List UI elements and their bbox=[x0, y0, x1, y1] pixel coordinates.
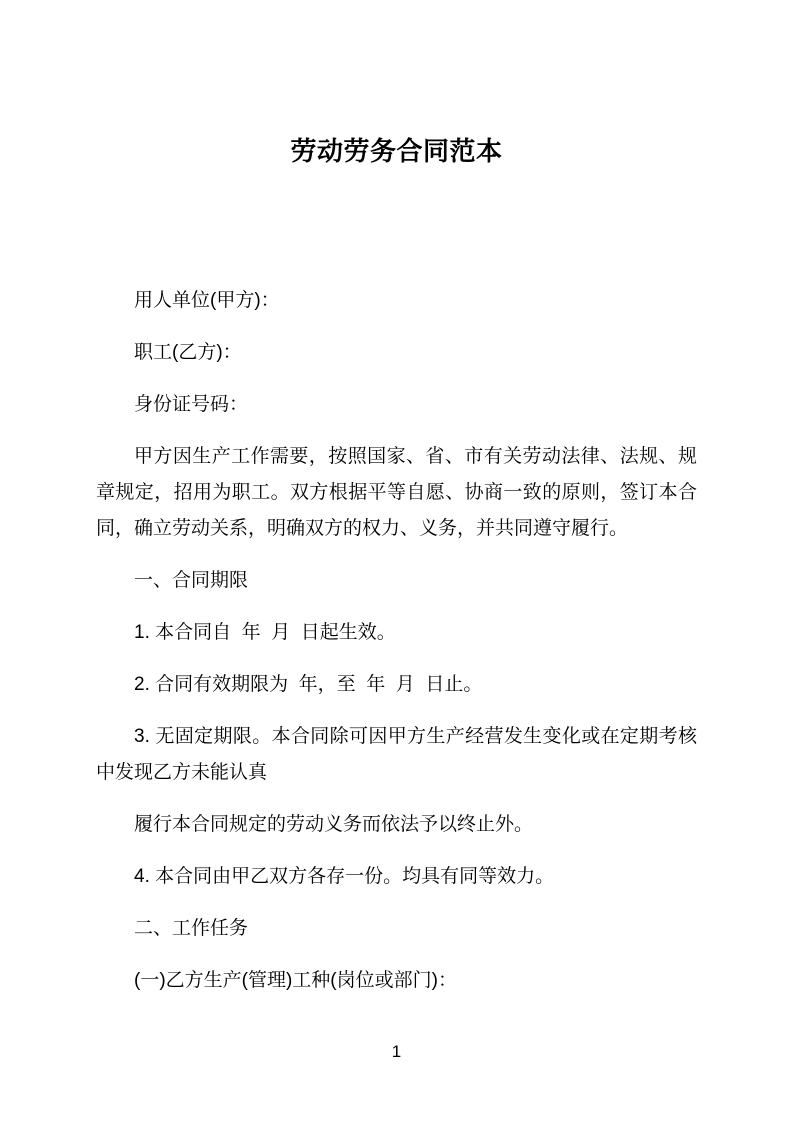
section-heading: 一、合同期限 bbox=[134, 570, 249, 591]
paragraph: 甲方因生产工作需要，按照国家、省、市有关劳动法律、法规、规章规定，招用为职工。双方根据平等自愿、协商一致的原则，签订本合同，确立劳动关系，明确双方的权力、义务，并共同遵守履行。 bbox=[96, 446, 697, 539]
paragraph: (一)乙方生产(管理)工种(岗位或部门)： bbox=[134, 970, 457, 991]
page-number: 1 bbox=[391, 1042, 402, 1061]
paragraph: 身份证号码： bbox=[134, 394, 249, 415]
page-footer bbox=[0, 1040, 793, 1064]
paragraph: 履行本合同规定的劳动义务而依法予以终止外。 bbox=[134, 814, 534, 835]
document-title: 劳动劳务合同范本 bbox=[290, 136, 503, 166]
paragraph: 2. 合同有效期限为 年，至 年 月 日止。 bbox=[134, 674, 483, 695]
paragraph: 4. 本合同由甲乙双方各存一份。均具有同等效力。 bbox=[134, 866, 555, 887]
section-heading: 二、工作任务 bbox=[134, 918, 249, 939]
paragraph: 用人单位(甲方)： bbox=[134, 290, 280, 311]
paragraph: 职工(乙方)： bbox=[134, 342, 242, 363]
paragraph: 1. 本合同自 年 月 日起生效。 bbox=[134, 622, 396, 643]
paragraph: 3. 无固定期限。本合同除可因甲方生产经营发生变化或在定期考核中发现乙方未能认真 bbox=[96, 726, 697, 783]
document-body bbox=[0, 283, 793, 999]
